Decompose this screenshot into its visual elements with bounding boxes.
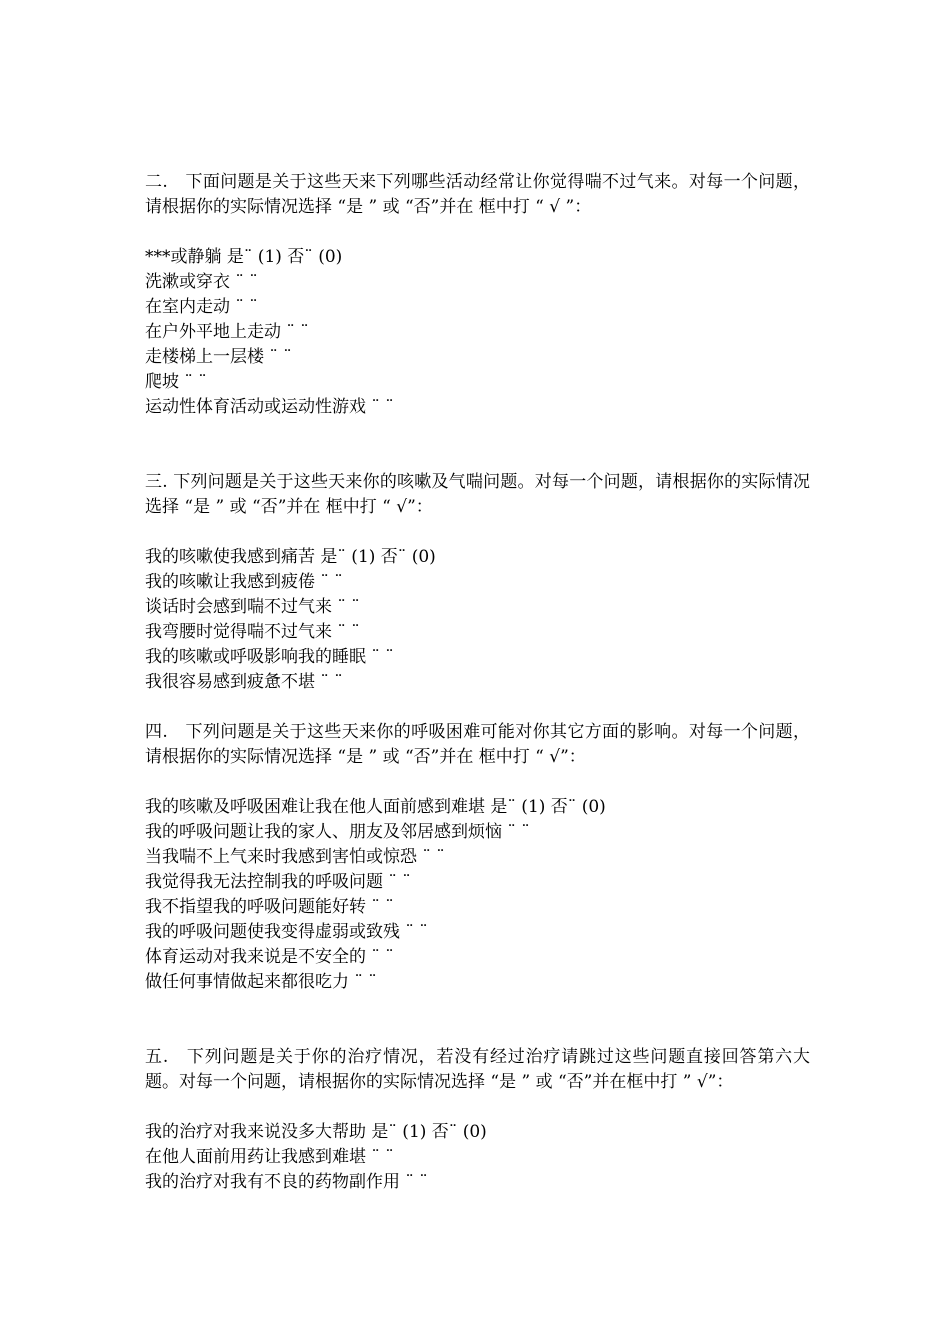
section-intro: 五. 下列问题是关于你的治疗情况，若没有经过治疗请跳过这些问题直接回答第六大题。对每一个问题，请根据你的实际情况选择 “是 ” 或 “否”并在框中打 ” √”： [145, 1047, 810, 1092]
section-3 [145, 470, 810, 695]
question-item[interactable]: 当我喘不上气来时我感到害怕或惊恐 ¨ ¨ [145, 847, 445, 867]
question-item[interactable]: 我觉得我无法控制我的呼吸问题 ¨ ¨ [145, 872, 411, 892]
question-item[interactable]: 我的咳嗽使我感到痛苦 是¨ (1) 否¨ (0) [145, 547, 436, 567]
question-item[interactable]: 爬坡 ¨ ¨ [145, 372, 207, 392]
section-intro: 二. 下面问题是关于这些天来下列哪些活动经常让你觉得喘不过气来。对每一个问题，请根据你的实际情况选择 “是 ” 或 “否”并在 框中打 “ √ ”： [145, 172, 810, 217]
section-4 [145, 720, 810, 995]
question-item[interactable]: 在户外平地上走动 ¨ ¨ [145, 322, 309, 342]
question-item[interactable]: 洗漱或穿衣 ¨ ¨ [145, 272, 258, 292]
question-item[interactable]: 做任何事情做起来都很吃力 ¨ ¨ [145, 972, 377, 992]
question-list [145, 545, 810, 695]
section-intro: 四. 下列问题是关于这些天来你的呼吸困难可能对你其它方面的影响。对每一个问题，请根据你的实际情况选择 “是 ” 或 “否”并在 框中打 “ √”： [145, 722, 810, 767]
section-spacer [145, 420, 810, 470]
section-2 [145, 170, 810, 420]
question-list [145, 795, 810, 995]
question-item[interactable]: 我不指望我的呼吸问题能好转 ¨ ¨ [145, 897, 394, 917]
question-list [145, 1120, 810, 1195]
question-item[interactable]: 谈话时会感到喘不过气来 ¨ ¨ [145, 597, 360, 617]
question-item[interactable]: 运动性体育活动或运动性游戏 ¨ ¨ [145, 397, 394, 417]
section-intro: 三. 下列问题是关于这些天来你的咳嗽及气喘问题。对每一个问题，请根据你的实际情况选择 “是 ” 或 “否”并在 框中打 “ √”： [145, 472, 810, 517]
question-item[interactable]: 在室内走动 ¨ ¨ [145, 297, 258, 317]
question-item[interactable]: 我的呼吸问题使我变得虚弱或致残 ¨ ¨ [145, 922, 428, 942]
question-item[interactable]: ***或静躺 是¨ (1) 否¨ (0) [145, 247, 343, 267]
question-item[interactable]: 我的咳嗽及呼吸困难让我在他人面前感到难堪 是¨ (1) 否¨ (0) [145, 797, 606, 817]
question-item[interactable]: 我的呼吸问题让我的家人、朋友及邻居感到烦恼 ¨ ¨ [145, 822, 530, 842]
question-item[interactable]: 我的咳嗽让我感到疲倦 ¨ ¨ [145, 572, 343, 592]
section-5 [145, 1045, 810, 1195]
question-item[interactable]: 我很容易感到疲惫不堪 ¨ ¨ [145, 672, 343, 692]
question-item[interactable]: 我的咳嗽或呼吸影响我的睡眠 ¨ ¨ [145, 647, 394, 667]
question-item[interactable]: 在他人面前用药让我感到难堪 ¨ ¨ [145, 1147, 394, 1167]
question-item[interactable]: 体育运动对我来说是不安全的 ¨ ¨ [145, 947, 394, 967]
question-item[interactable]: 我的治疗对我有不良的药物副作用 ¨ ¨ [145, 1172, 428, 1192]
question-item[interactable]: 我弯腰时觉得喘不过气来 ¨ ¨ [145, 622, 360, 642]
section-spacer [145, 995, 810, 1045]
section-spacer [145, 695, 810, 720]
question-item[interactable]: 走楼梯上一层楼 ¨ ¨ [145, 347, 292, 367]
question-list [145, 245, 810, 420]
question-item[interactable]: 我的治疗对我来说没多大帮助 是¨ (1) 否¨ (0) [145, 1122, 487, 1142]
document-page [145, 170, 810, 1195]
